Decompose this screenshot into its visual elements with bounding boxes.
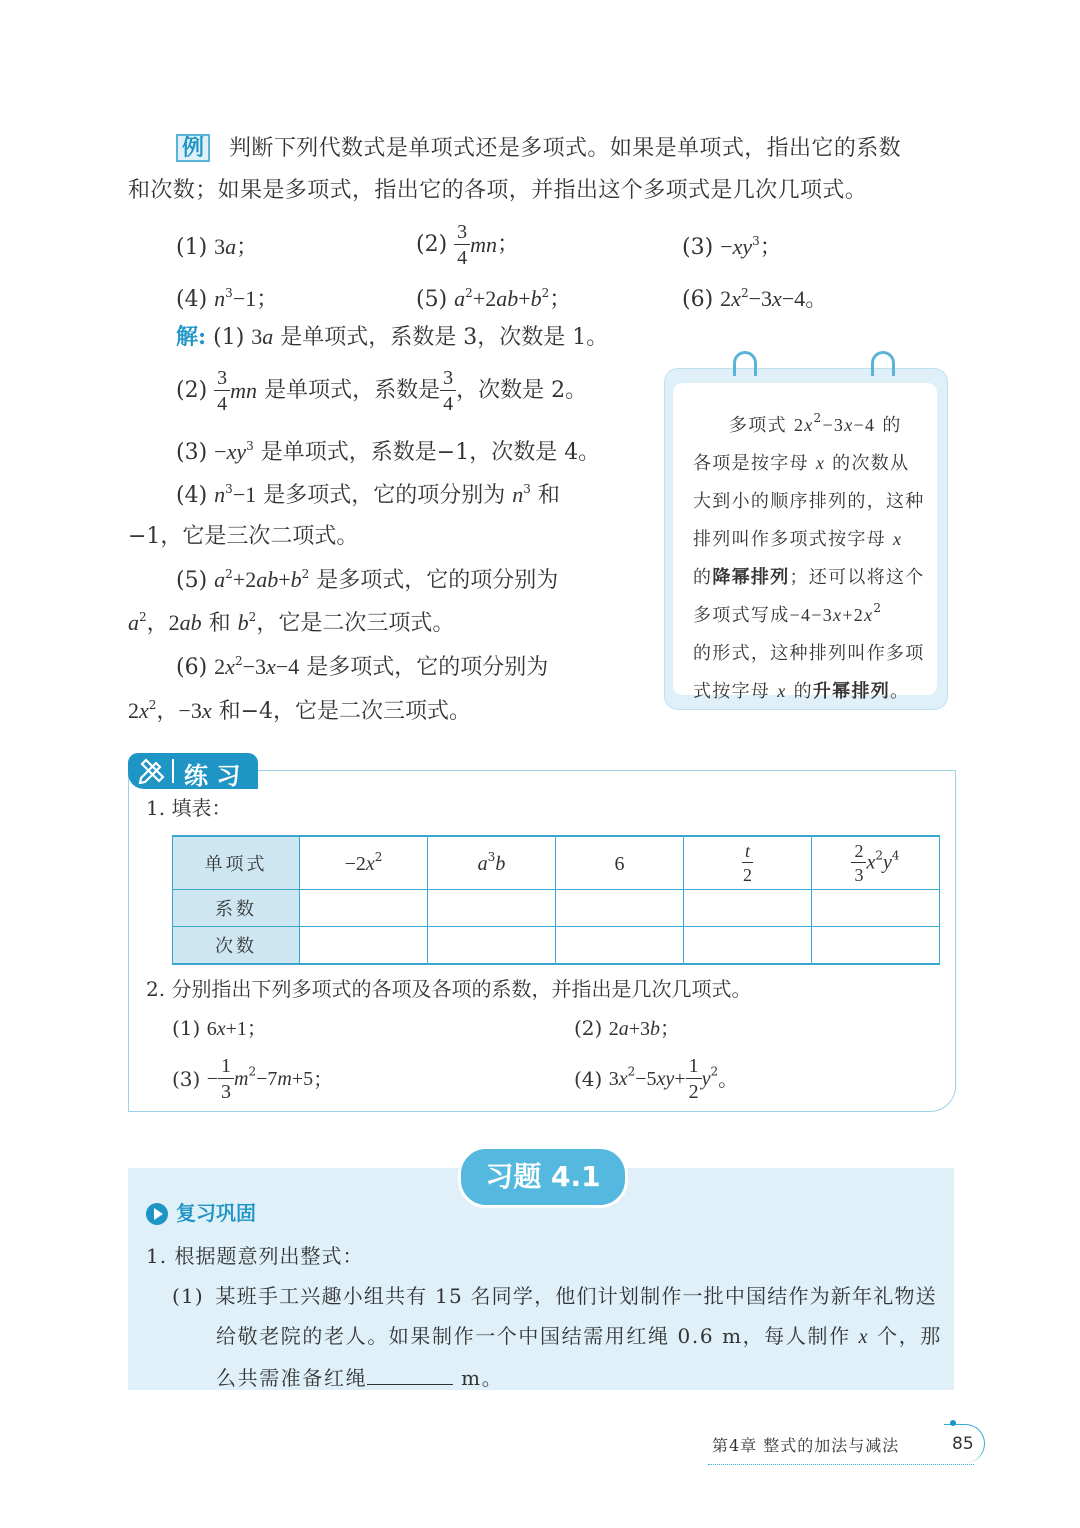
note-line-6: 多项式写成$-4-3x+2x^2$	[693, 601, 883, 626]
table-cell	[812, 890, 940, 927]
practice-q1: 1. 填表：	[146, 796, 232, 820]
table-cell	[556, 890, 684, 927]
exercise-p1-line-2: 给敬老院的老人。如果制作一个中国结需用红绳 0.6 m，每人制作 x 个，那	[216, 1324, 942, 1348]
table-cell	[300, 890, 428, 927]
table-cell: $a^3b$	[428, 836, 556, 890]
table-header: 系数	[173, 890, 300, 927]
note-line-7: 的形式，这种排列叫作多项	[693, 643, 925, 664]
exercise-p1-line-3: 么共需准备红绳 m。	[216, 1366, 504, 1390]
note-line-4: 排列叫作多项式按字母 x	[693, 529, 903, 550]
practice-q2-item-3: (3) − $\frac{1}{3}$ $m^2-7m+5$；	[172, 1055, 334, 1103]
table-cell	[684, 927, 812, 965]
ring-icon	[871, 351, 895, 376]
solution-4-cont: −1，它是三次二项式。	[128, 524, 359, 549]
exercise-q1: 1. 根据题意列出整式：	[146, 1244, 364, 1268]
solution-5-cont: $a^2$，2ab 和 $b^2$，它是二次三项式。	[128, 610, 455, 636]
solution-1: 解: (1) 3a 是单项式，系数是 3，次数是 1。	[176, 324, 609, 350]
practice-q2-item-2: (2) 2a+3b；	[574, 1016, 680, 1040]
side-note	[664, 368, 948, 710]
table-cell	[428, 890, 556, 927]
solution-3: $(3) -xy^3$ 是单项式，系数是−1，次数是 4。	[176, 439, 601, 465]
page-dot	[950, 1420, 956, 1426]
solution-5: (5) $a^2+2ab+b^2$ 是多项式，它的项分别为	[176, 567, 559, 593]
example-item-6: (6) $2x^2-3x-4$。	[682, 286, 828, 312]
table-cell	[684, 890, 812, 927]
practice-q2-item-1: (1) 6x+1；	[172, 1016, 267, 1040]
practice-q2: 2. 分别指出下列多项式的各项及各项的系数，并指出是几次几项式。	[146, 977, 752, 1001]
pencil-ruler-icon	[138, 758, 166, 784]
table-cell	[428, 927, 556, 965]
solution-6-cont: $2x^2$，−3x 和−4，它是二次三项式。	[128, 698, 472, 724]
exercise-title: 习题 4.1	[458, 1146, 628, 1208]
monomial-table	[172, 835, 940, 965]
solution-4: (4) $n^3-1$ 是多项式，它的项分别为 $n^3$ 和	[176, 482, 560, 508]
table-cell: $\frac{t}{2}$	[684, 836, 812, 890]
example-line-2: 和次数；如果是多项式，指出它的各项，并指出这个多项式是几次几项式。	[128, 178, 868, 203]
example-item-1: (1) 3a；	[176, 234, 259, 260]
solution-2: (2) $\frac{3}{4}$ mn 是单项式，系数是 $\frac{3}{4}$ ，次数是 2。	[176, 367, 588, 415]
note-line-5: 的降幂排列；还可以将这个	[693, 567, 925, 588]
table-header: 单项式	[173, 836, 300, 890]
table-cell	[812, 927, 940, 965]
example-item-5: (5) $a^2+2ab+b^2$；	[416, 286, 572, 312]
example-tag: 例	[176, 134, 210, 162]
practice-title: 练 习	[184, 762, 241, 790]
note-line-3: 大到小的顺序排列的，这种	[693, 491, 925, 512]
example-item-2: (2) $\frac{3}{4}$ mn；	[416, 221, 520, 269]
note-line-2: 各项是按字母 x 的次数从	[693, 453, 910, 474]
practice-q2-item-4: (4) $3x^2-5xy+$ $\frac{1}{2}$ $y^2$。	[574, 1055, 739, 1103]
table-cell: 6	[556, 836, 684, 890]
table-header: 次数	[173, 927, 300, 965]
play-icon	[146, 1203, 168, 1225]
example-line-1: 例 判断下列代数式是单项式还是多项式。如果是单项式，指出它的系数	[176, 134, 901, 162]
table-cell: $-2x^2$	[300, 836, 428, 890]
footer-chapter: 第4章 整式的加法与减法	[712, 1436, 900, 1455]
table-cell	[300, 927, 428, 965]
ring-icon	[733, 351, 757, 376]
practice-tab	[128, 753, 258, 789]
page-number: 85	[952, 1434, 974, 1454]
footer-rule	[708, 1464, 974, 1465]
section-heading: 复习巩固	[176, 1201, 256, 1225]
example-item-4: (4) $n^3-1$；	[176, 286, 279, 312]
solution-6: (6) $2x^2-3x-4$ 是多项式，它的项分别为	[176, 654, 549, 680]
exercise-p1-line-1: (1) 某班手工兴趣小组共有 15 名同学，他们计划制作一批中国结作为新年礼物送	[172, 1284, 937, 1308]
table-cell	[556, 927, 684, 965]
note-line-1: 多项式 $2x^2-3x-4$ 的	[729, 411, 902, 436]
example-item-3: $(3) -xy^3$；	[682, 234, 782, 260]
page-corner-arc	[944, 1424, 985, 1463]
answer-blank[interactable]	[367, 1366, 453, 1385]
note-line-8: 式按字母 x 的升幂排列。	[693, 681, 910, 702]
table-cell: $\frac{2}{3}$ $x^2y^4$	[812, 836, 940, 890]
